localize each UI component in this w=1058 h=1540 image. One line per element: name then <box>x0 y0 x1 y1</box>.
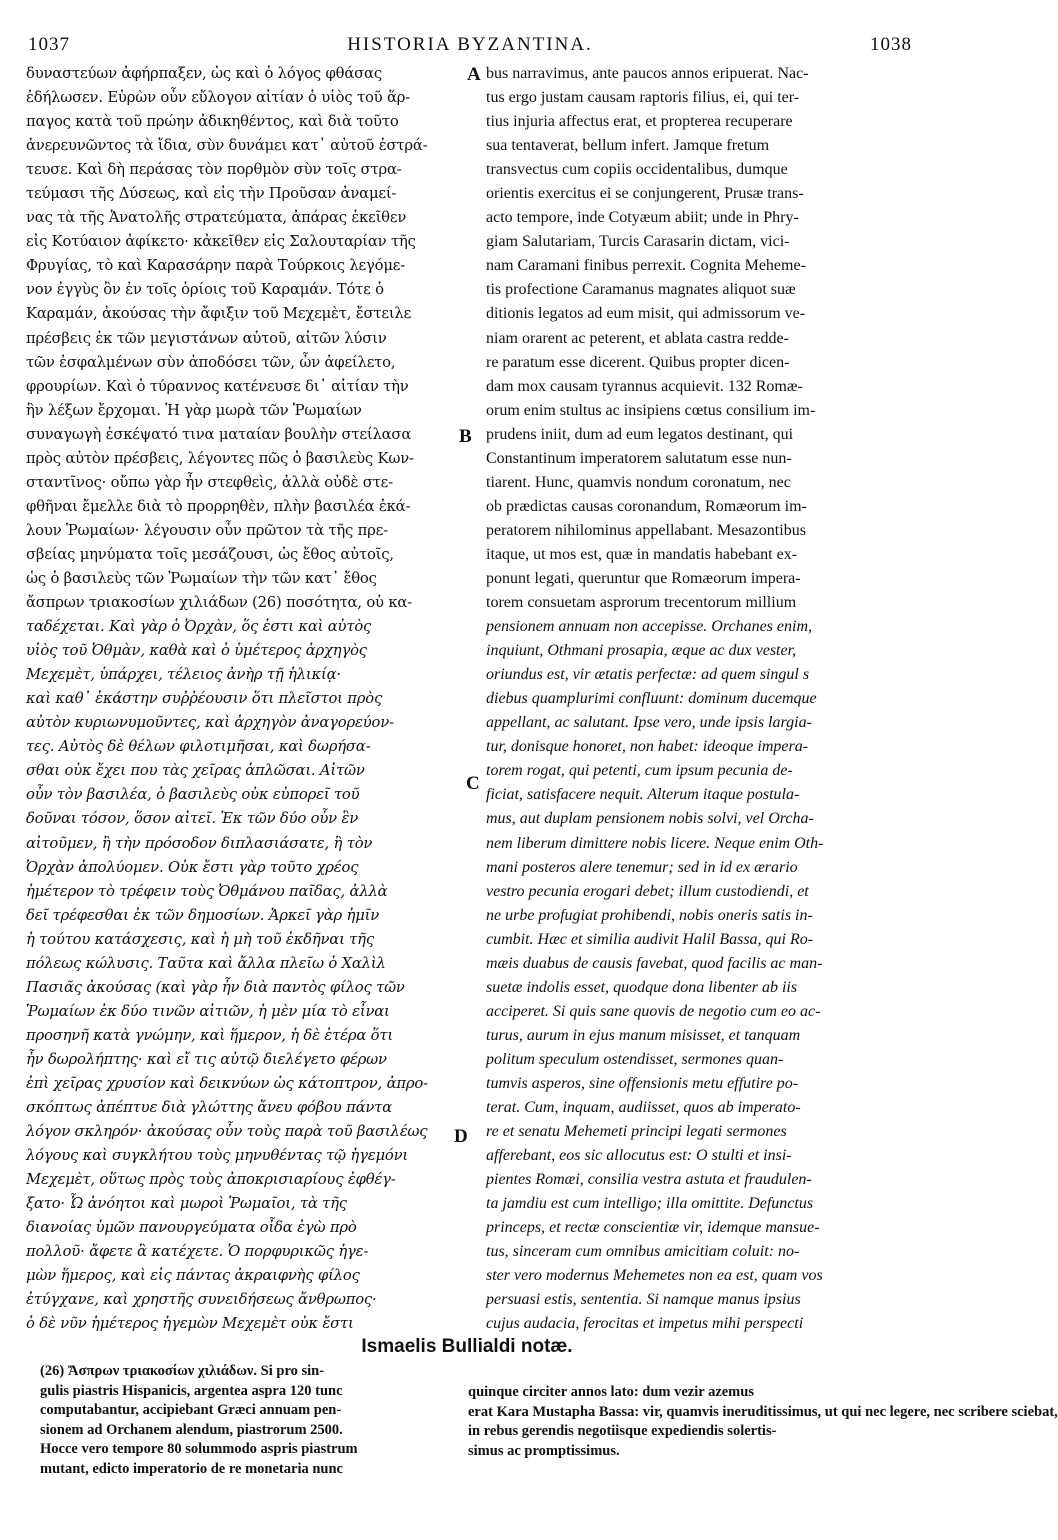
page-number-left: 1037 <box>28 34 70 55</box>
text-line: ficiat, satisfacere nequit. Alterum itaque postula- <box>486 786 800 804</box>
text-line: τεύμασι τῆς Δύσεως, καὶ εἰς τὴν Προῦσαν ἀναμεί- <box>26 185 397 203</box>
text-line: acciperet. Si quis sane quovis de negotio cum eo ac- <box>486 1002 821 1020</box>
text-line: ἡμέτερον τὸ τρέφειν τοὺς Ὀθμάνου παῖδας, ἀλλὰ <box>26 882 388 900</box>
text-line: cumbit. Hæc et similia audivit Halil Bassa, qui Ro- <box>486 930 814 948</box>
text-line: transvectus cum copiis occidentalibus, dumque <box>486 161 788 179</box>
text-line: mutant, edicto imperatorio de re monetaria nunc <box>40 1460 343 1477</box>
text-line: nam Caramani finibus perrexit. Cognita Meheme- <box>486 257 806 275</box>
margin-letter-d: D <box>454 1126 468 1147</box>
text-line: mæis duabus de causis favebat, quod facilis ac man- <box>486 954 823 972</box>
text-line: Hocce vero tempore 80 solummodo aspris piastrum <box>40 1441 358 1457</box>
text-line: ὡς ὁ βασιλεὺς τῶν Ῥωμαίων τὴν τῶν κατ᾿ ἔθος <box>26 569 377 587</box>
margin-letter-c: C <box>466 773 480 794</box>
text-line: διανοίας ὑμῶν πανουργεύματα οἶδα ἐγὼ πρὸ <box>26 1219 357 1237</box>
notes-left-column <box>40 1362 450 1479</box>
running-title: HISTORIA BYZANTINA. <box>347 34 593 55</box>
notes-right-column <box>468 1383 1058 1461</box>
text-line: πρέσβεις ἐκ τῶν μεγιστάνων αὐτοῦ, αἰτῶν λύσιν <box>26 329 387 347</box>
text-line: tur, donisque honoret, non habet: ideoque impera- <box>486 738 809 756</box>
text-line: ἀνερευνῶντος τὰ ἴδια, σὺν δυνάμει κατ᾿ αὐτοῦ ἐστρά- <box>26 137 428 155</box>
text-line: acto tempore, inde Cotyæum abiit; unde in Phry- <box>486 209 799 227</box>
text-line: erat Kara Mustapha Bassa: vir, quamvis ineruditissimus, ut qui nec legere, nec scribere sciebat, <box>468 1403 1058 1420</box>
text-line: παγος κατὰ τοῦ πρώην ἀδικηθέντος, καὶ διὰ τοῦτο <box>26 113 399 131</box>
text-line: δοῦναι τόσον, ὅσον αἰτεῖ. Ἐκ τῶν δύο οὖν ἓν <box>26 810 358 828</box>
text-line: tius injuria affectus erat, et propterea recuperare <box>486 113 793 131</box>
text-line: ἄσπρων τριακοσίων χιλιάδων (26) ποσότητα, οὐ κα- <box>26 594 413 612</box>
text-line: Ὀρχὰν ἀπολύομεν. Οὐκ ἔστι γὰρ τοῦτο χρέος <box>26 858 359 876</box>
text-line: appellant, ac salutant. Ipse vero, unde ipsis largia- <box>486 714 812 732</box>
text-line: tis profectione Caramanus magnates aliquot suæ <box>486 281 796 299</box>
text-line: ditionis legatos ad eum misit, qui admissorum ve- <box>486 305 806 323</box>
text-line: ἣν λέξων ἔρχομαι. Ἡ γὰρ μωρὰ τῶν Ῥωμαίων <box>26 401 362 419</box>
text-line: Ῥωμαίων ἐκ δύο τινῶν αἰτιῶν, ἡ μὲν μία τὸ εἶναι <box>26 1002 390 1020</box>
text-line: orientis exercitus ei se conjungerent, Prusæ trans- <box>486 185 804 203</box>
text-line: computabantur, accipiebant Græci annuam pen- <box>40 1402 342 1418</box>
text-line: vestro pecunia erogari debet; illum custodiendi, et <box>486 882 809 900</box>
text-line: σβείας μηνύματα τοῖς μεσάζουσι, ὡς ἔθος αὐτοῖς, <box>26 545 394 563</box>
text-line: tus, sinceram cum omnibus amicitiam coluit: no- <box>486 1243 800 1261</box>
text-line: turus, aurum in ejus manum misisset, et tanquam <box>486 1026 801 1044</box>
text-line: λόγους καὶ συγκλήτου τοὺς μηνυθέντας τῷ ἡγεμόνι <box>26 1147 408 1165</box>
text-line: pensionem annuam non accepisse. Orchanes enim, <box>486 618 813 636</box>
text-line: nem liberum dimittere nobis licere. Neque enim Oth- <box>486 834 824 852</box>
text-line: ξατο· Ὦ ἀνόητοι καὶ μωροὶ Ῥωμαῖοι, τὰ τῆς <box>26 1195 347 1213</box>
text-line: ἦν δωρολήπτης· καὶ εἴ τις αὐτῷ διελέγετο φέρων <box>26 1050 387 1068</box>
text-line: persuasi estis, sententia. Si namque manus ipsius <box>486 1291 801 1309</box>
text-line: tiarent. Hunc, quamvis nondum coronatum, nec <box>486 473 791 491</box>
text-line: φθῆναι ἔμελλε διὰ τὸ προρρηθὲν, πλὴν βασιλέα ἐκά- <box>26 497 411 515</box>
text-line: quinque circiter annos lato: dum vezir azemus <box>468 1384 754 1400</box>
text-line: tumvis asperos, sine offensionis metu effutire po- <box>486 1074 799 1092</box>
text-line: re et senatu Mehemeti principi legati sermones <box>486 1123 787 1141</box>
margin-letter-a: A <box>467 64 481 85</box>
text-line: ta jamdiu est cum intelligo; illa omittite. Defunctus <box>486 1195 814 1213</box>
text-line: inquiunt, Othmani prosapia, æque ac dux vester, <box>486 642 797 660</box>
text-line: τες. Αὐτὸς δὲ θέλων φιλοτιμῆσαι, καὶ δωρήσα- <box>26 738 371 756</box>
text-line: συναγωγὴ ἐσκέψατό τινα ματαίαν βουλὴν στείλασα <box>26 425 412 443</box>
text-line: niam orarent ac peterent, et ablata castra redde- <box>486 329 789 347</box>
text-line: μὼν ἥμερος, καὶ εἰς πάντας ἀκραιφνὴς φίλος <box>26 1267 360 1285</box>
margin-letter-b: B <box>459 426 472 447</box>
text-line: dam mox causam tyrannus acquievit. 132 Romæ- <box>486 377 803 395</box>
text-line: ob prædictas causas coronandum, Romæorum im- <box>486 497 807 515</box>
text-line: φρουρίων. Καὶ ὁ τύραννος κατένευσε δι᾿ αἰτίαν τὴν <box>26 377 409 395</box>
text-line: λόγον σκληρόν· ἀκούσας οὖν τοὺς παρὰ τοῦ βασιλέως <box>26 1123 428 1141</box>
text-line: σθαι οὐκ ἔχει που τὰς χεῖρας ἁπλῶσαι. Αἰτῶν <box>26 762 365 780</box>
text-line: afferebant, eos sic allocutus est: O stulti et insi- <box>486 1147 792 1165</box>
text-line: καὶ καθ᾿ ἑκάστην συῤῥέουσιν ὅτι πλεῖστοι πρὸς <box>26 690 383 708</box>
text-line: suetæ indolis esset, quodque dona libenter ab iis <box>486 978 798 996</box>
text-line: ἐπὶ χεῖρας χρυσίον καὶ δεικνύων ὡς κάτοπτρον, ἀπρο- <box>26 1074 428 1092</box>
text-line: ne urbe profugiat prohibendi, nobis oneris satis in- <box>486 906 813 924</box>
greek-text-column <box>26 62 466 1336</box>
text-line: Μεχεμὲτ, ὑπάρχει, τέλειος ἀνὴρ τῇ ἡλικίᾳ· <box>26 666 341 684</box>
text-line: ponunt legati, queruntur que Romæorum impera- <box>486 569 801 587</box>
text-line: mus, aut duplam pensionem nobis solvi, vel Orcha- <box>486 810 814 828</box>
text-line: pientes Romæi, consilia vestra astuta et fraudulen- <box>486 1171 812 1189</box>
text-line: sua tentaverat, bellum infert. Jamque fretum <box>486 137 770 155</box>
text-line: πολλοῦ· ἄφετε ἃ κατέχετε. Ὁ πορφυρικῶς ἡγε- <box>26 1243 369 1261</box>
text-line: ἐδήλωσεν. Εὑρὼν οὖν εὔλογον αἰτίαν ὁ υἱὸς τοῦ ἅρ- <box>26 89 411 107</box>
text-line: σκόπτως ἀπέπτυε διὰ γλώττης ἄνευ φόβου πάντα <box>26 1099 392 1117</box>
text-line: torem consuetam asprorum trecentorum millium <box>486 594 797 612</box>
text-line: simus ac promptissimus. <box>468 1442 620 1459</box>
text-line: Constantinum imperatorem salutatum esse nun- <box>486 449 792 467</box>
text-line: δεῖ τρέφεσθαι ἐκ τῶν δημοσίων. Ἀρκεῖ γὰρ ἡμῖν <box>26 906 380 924</box>
text-line: torem rogat, qui petenti, cum ipsum pecunia de- <box>486 762 793 780</box>
text-line: εἰς Κοτύαιον ἀφίκετο· κἀκεῖθεν εἰς Σαλουταρίαν τῆς <box>26 233 416 251</box>
text-line: ταδέχεται. Καὶ γὰρ ὁ Ὀρχὰν, ὅς ἐστι καὶ αὐτὸς <box>26 618 372 636</box>
text-line: πόλεως κώλυσις. Ταῦτα καὶ ἄλλα πλεῖω ὁ Χαλὶλ <box>26 954 386 972</box>
text-line: νον ἐγγὺς ὂν ἐν τοῖς ὁρίοις τοῦ Καραμάν. Τότε ὁ <box>26 281 384 299</box>
text-line: Μεχεμὲτ, οὕτως πρὸς τοὺς ἀποκρισιαρίους ἐφθέγ- <box>26 1171 396 1189</box>
text-line: ἐτύγχανε, καὶ χρηστῆς συνειδήσεως ἄνθρωπος· <box>26 1291 377 1309</box>
text-line: ster vero modernus Mehemetes non ea est, quam vos <box>486 1267 823 1285</box>
text-line: prudens iniit, dum ad eum legatos destinant, qui <box>486 425 794 443</box>
text-line: λουν Ῥωμαίων· λέγουσιν οὖν πρῶτον τὰ τῆς πρε- <box>26 521 388 539</box>
text-line: mani posteros alere tenemur; sed in id ex ærario <box>486 858 798 876</box>
text-line: gulis piastris Hispanicis, argentea aspra 120 tunc <box>40 1382 343 1399</box>
text-line: cujus audacia, ferocitas et impetus mihi perspecti <box>486 1315 804 1333</box>
text-line: τῶν ἐσφαλμένων σὺν ἀποδόσει τῶν, ὧν ἀφείλετο, <box>26 353 396 371</box>
latin-text-column <box>486 62 904 1336</box>
text-line: giam Salutariam, Turcis Carasarin dictam, vici- <box>486 233 790 251</box>
text-line: σταντῖνος· οὔπω γὰρ ἦν στεφθεὶς, ἀλλὰ οὐδὲ στε- <box>26 473 393 491</box>
text-line: orum enim stultus ac insipiens cœtus consilium im- <box>486 401 816 419</box>
text-line: bus narravimus, ante paucos annos eripuerat. Nac- <box>486 65 809 82</box>
text-line: αὐτὸν κυριωνυμοῦντες, καὶ ἀρχηγὸν ἀναγορεύον- <box>26 714 394 732</box>
text-line: πρὸς αὐτὸν πρέσβεις, λέγοντες πῶς ὁ βασιλεὺς Κων- <box>26 449 414 467</box>
notes-title: Ismaelis Bullialdi notæ. <box>361 1336 573 1357</box>
text-line: υἱὸς τοῦ Ὀθμὰν, καθὰ καὶ ὁ ὑμέτερος ἀρχηγὸς <box>26 642 367 660</box>
text-line: προσηνῆ κατὰ γνώμην, καὶ ἥμερον, ἡ δὲ ἑτέρα ὅτι <box>26 1026 393 1044</box>
text-line: politum speculum ostendisset, sermones quan- <box>486 1050 784 1068</box>
text-line: re paratum esse dicerent. Quibus propter dicen- <box>486 353 790 371</box>
text-line: δυναστεύων ἀφήρπαξεν, ὡς καὶ ὁ λόγος φθάσας <box>26 65 382 82</box>
text-line: tus ergo justam causam raptoris filius, ei, qui ter- <box>486 89 800 107</box>
text-line: Πασιᾶς ἀκούσας (καὶ γὰρ ἦν διὰ παντὸς φίλος τῶν <box>26 978 405 996</box>
page-header <box>28 34 912 60</box>
page-number-right: 1038 <box>870 34 912 55</box>
text-line: sionem ad Orchanem alendum, piastrorum 2500. <box>40 1421 343 1438</box>
text-line: in rebus gerendis negotiisque expediendis solertis- <box>468 1423 777 1439</box>
text-line: νας τὰ τῆς Ἀνατολῆς στρατεύματα, ἀπάρας ἐκεῖθεν <box>26 209 407 227</box>
text-line: οὖν τὸν βασιλέα, ὁ βασιλεὺς οὐκ εὐπορεῖ τοῦ <box>26 786 360 804</box>
text-line: diebus quamplurimi confluunt: dominum ducemque <box>486 690 817 708</box>
text-line: (26) Ἄσπρων τριακοσίων χιλιάδων. Si pro sin- <box>40 1363 325 1379</box>
text-line: itaque, ut mos est, quæ in mandatis habebant ex- <box>486 545 798 563</box>
text-line: oriundus est, vir ætatis perfectæ: ad quem singul s <box>486 666 810 684</box>
text-line: peratorem nihilominus appellabant. Mesazontibus <box>486 521 806 539</box>
text-line: Καραμάν, ἀκούσας τὴν ἄφιξιν τοῦ Μεχεμὲτ, ἔστειλε <box>26 305 412 323</box>
text-line: Φρυγίας, τὸ καὶ Καρασάρην παρὰ Τούρκοις λεγόμε- <box>26 257 406 275</box>
text-line: princeps, et rectæ conscientiæ vir, idemque mansue- <box>486 1219 820 1237</box>
text-line: ὁ δὲ νῦν ἡμέτερος ἡγεμὼν Μεχεμὲτ οὐκ ἔστι <box>26 1315 354 1333</box>
text-line: τευσε. Καὶ δὴ περάσας τὸν πορθμὸν σὺν τοῖς στρα- <box>26 161 402 179</box>
text-line: αἰτοῦμεν, ἢ τὴν πρόσοδον διπλασιάσατε, ἢ τὸν <box>26 834 373 852</box>
text-line: terat. Cum, inquam, audiisset, quos ab imperato- <box>486 1099 801 1117</box>
text-line: ἡ τούτου κατάσχεσις, καὶ ἡ μὴ τοῦ ἐκδῆναι τῆς <box>26 930 374 948</box>
